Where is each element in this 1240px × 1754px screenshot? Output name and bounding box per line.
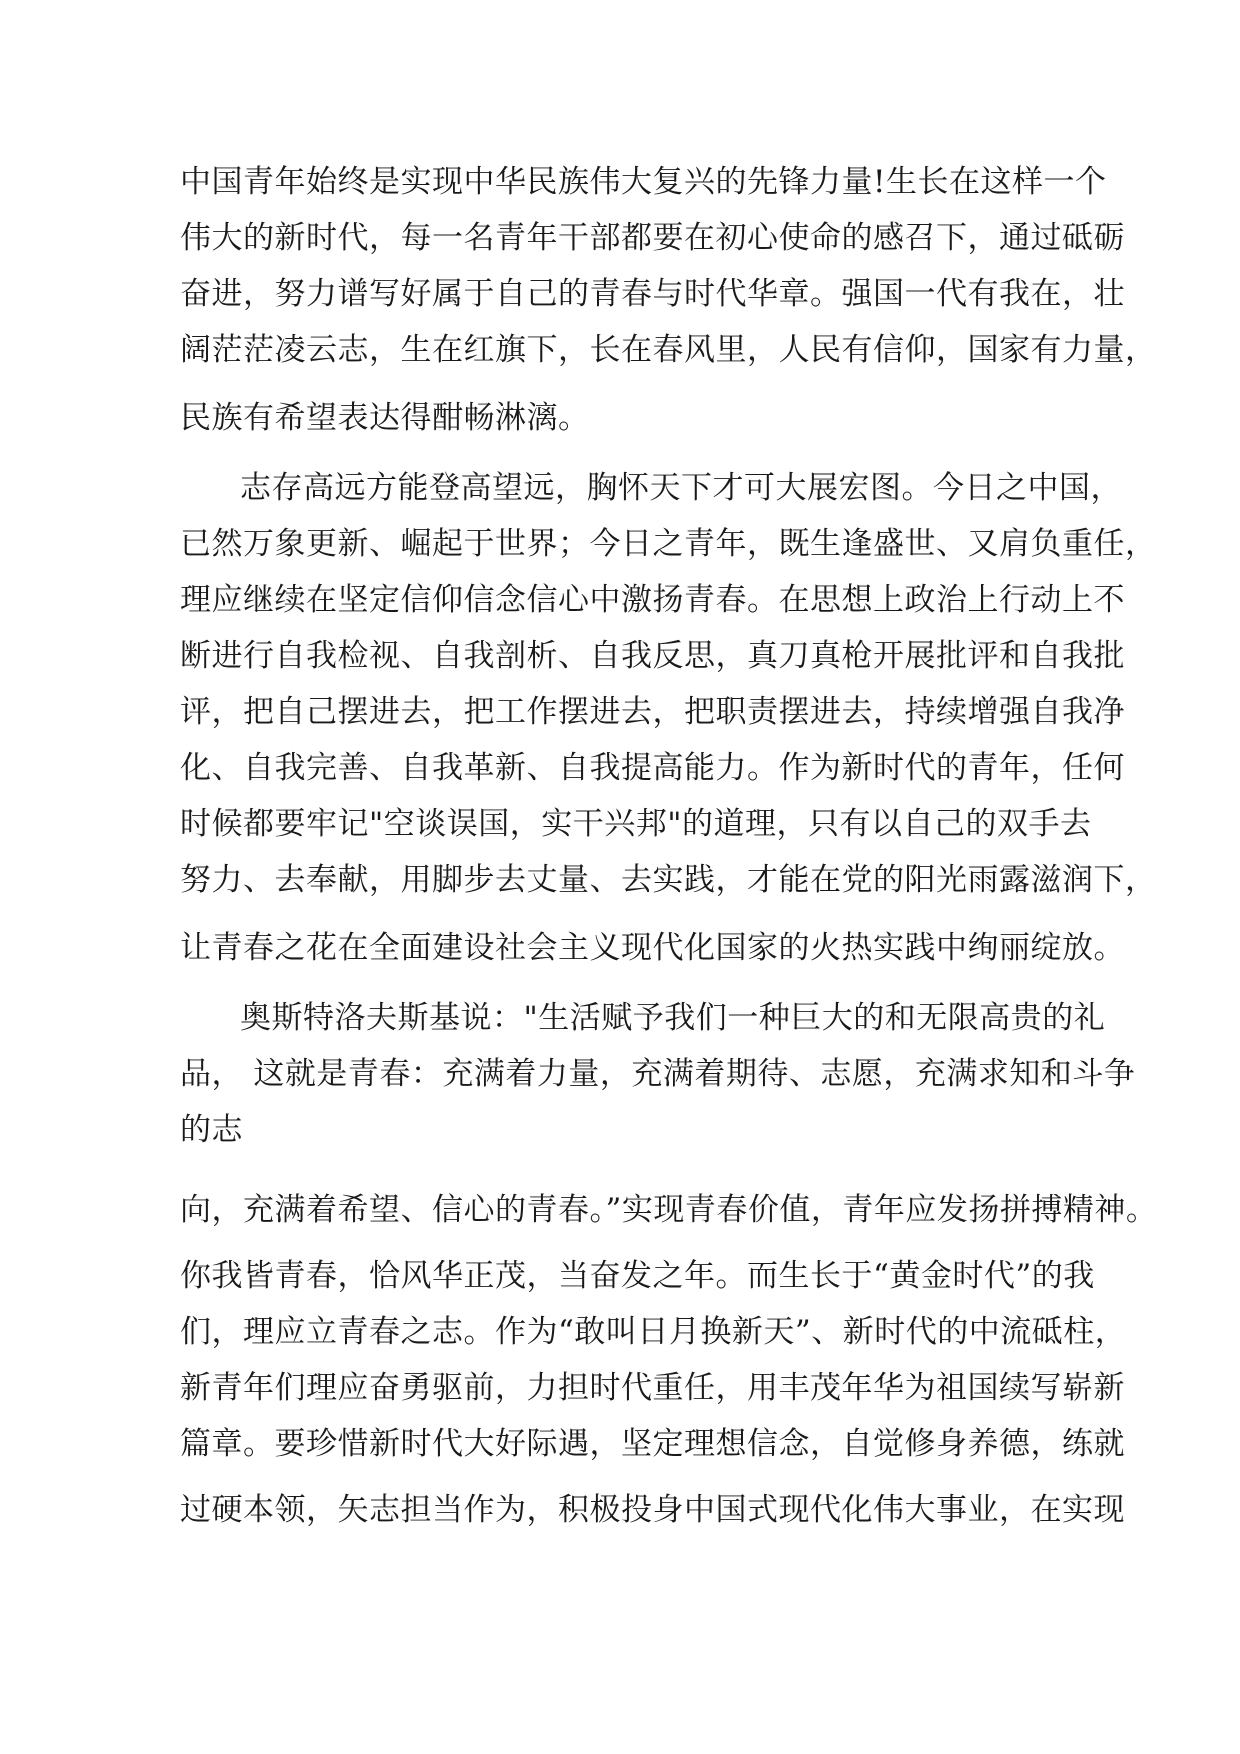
paragraph-first-line: 奥斯特洛夫斯基说："生活赋予我们一种巨大的和无限高贵的礼 bbox=[240, 1000, 1106, 1036]
text-line: 的志 bbox=[180, 1112, 243, 1148]
text-line: 评，把自己摆进去，把工作摆进去，把职责摆进去，持续增强自我净 bbox=[180, 694, 1125, 730]
text-line: 已然万象更新、崛起于世界；今日之青年，既生逢盛世、又肩负重任， bbox=[180, 526, 1157, 562]
text-line: 向，充满着希望、信心的青春。”实现青春价值，青年应发扬拼搏精神。 bbox=[180, 1192, 1158, 1228]
text-line: 化、自我完善、自我革新、自我提高能力。作为新时代的青年，任何 bbox=[180, 750, 1125, 786]
text-line: 伟大的新时代，每一名青年干部都要在初心使命的感召下，通过砥砺 bbox=[180, 220, 1125, 256]
paragraph-first-line: 志存高远方能登高望远，胸怀天下才可大展宏图。今日之中国， bbox=[240, 470, 1122, 506]
text-line: 努力、去奉献，用脚步去丈量、去实践，才能在党的阳光雨露滋润下， bbox=[180, 862, 1157, 898]
text-line: 奋进，努力谱写好属于自己的青春与时代华章。强国一代有我在，壮 bbox=[180, 276, 1125, 312]
text-line: 断进行自我检视、自我剖析、自我反思，真刀真枪开展批评和自我批 bbox=[180, 638, 1125, 674]
text-line: 让青春之花在全面建设社会主义现代化国家的火热实践中绚丽绽放。 bbox=[180, 930, 1125, 966]
text-line: 品， 这就是青春：充满着力量，充满着期待、志愿，充满求知和斗争 bbox=[180, 1056, 1136, 1092]
text-line: 过硬本领，矢志担当作为，积极投身中国式现代化伟大事业，在实现 bbox=[180, 1492, 1125, 1528]
text-line: 你我皆青春，恰风华正茂，当奋发之年。而生长于“黄金时代”的我 bbox=[180, 1258, 1095, 1294]
text-line: 民族有希望表达得酣畅淋漓。 bbox=[180, 400, 590, 436]
text-line: 们，理应立青春之志。作为“敢叫日月换新天”、新时代的中流砥柱， bbox=[180, 1314, 1127, 1350]
text-line: 理应继续在坚定信仰信念信心中激扬青春。在思想上政治上行动上不 bbox=[180, 582, 1125, 618]
text-line: 阔茫茫凌云志，生在红旗下，长在春风里，人民有信仰，国家有力量， bbox=[180, 332, 1157, 368]
text-line: 篇章。要珍惜新时代大好际遇，坚定理想信念，自觉修身养德，练就 bbox=[180, 1426, 1125, 1462]
text-line: 新青年们理应奋勇驱前，力担时代重任，用丰茂年华为祖国续写崭新 bbox=[180, 1370, 1125, 1406]
text-line: 中国青年始终是实现中华民族伟大复兴的先锋力量!生长在这样一个 bbox=[180, 164, 1107, 200]
text-line: 时候都要牢记"空谈误国，实干兴邦"的道理，只有以自己的双手去 bbox=[180, 806, 1092, 842]
